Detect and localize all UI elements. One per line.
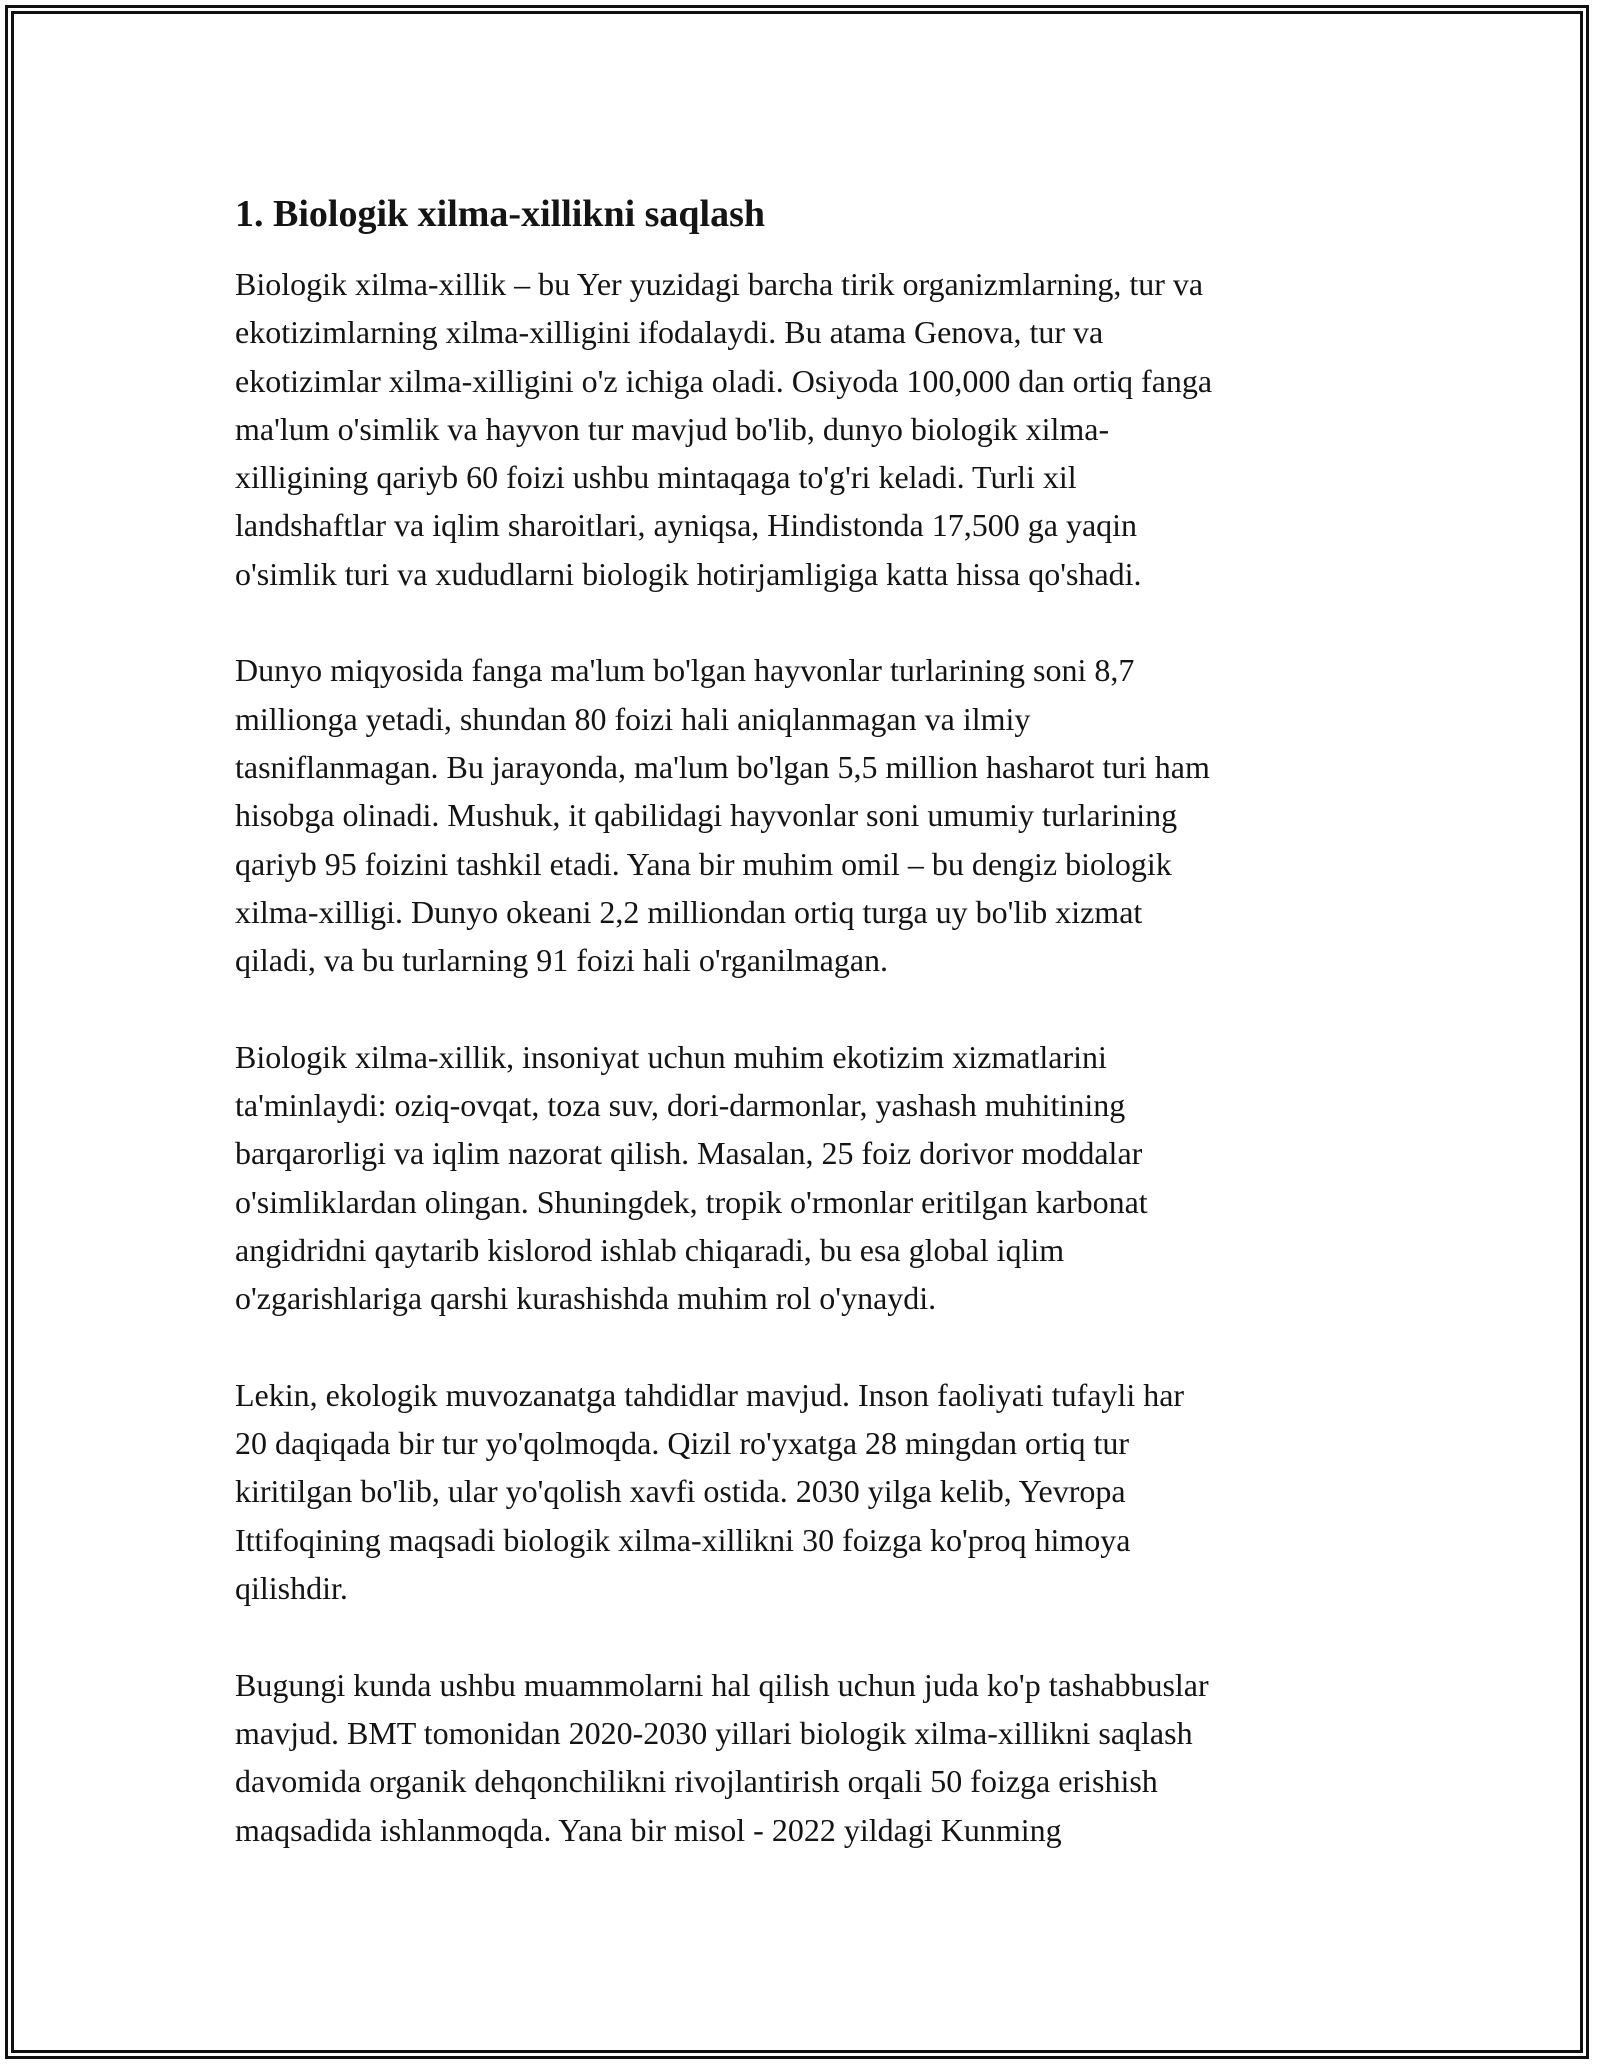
paragraph-line: millionga yetadi, shundan 80 foizi hali aniqlanmagan va ilmiy bbox=[235, 700, 1031, 737]
paragraph-line: o'simlik turi va xududlarni biologik hotirjamligiga katta hissa qo'shadi. bbox=[235, 555, 1142, 592]
paragraph bbox=[235, 1661, 1365, 1854]
paragraph-line: angidridni qaytarib kislorod ishlab chiqaradi, bu esa global iqlim bbox=[235, 1231, 1065, 1268]
paragraph-line: xilligining qariyb 60 foizi ushbu mintaqaga to'g'ri keladi. Turli xil bbox=[235, 459, 1077, 496]
paragraph-line: o'zgarishlariga qarshi kurashishda muhim rol o'ynaydi. bbox=[235, 1280, 937, 1317]
paragraph-line: ma'lum o'simlik va hayvon tur mavjud bo'lib, dunyo biologik xilma- bbox=[235, 410, 1110, 447]
paragraph-line: maqsadida ishlanmoqda. Yana bir misol - 2022 yildagi Kunming bbox=[235, 1811, 1062, 1848]
paragraph bbox=[235, 1033, 1365, 1323]
paragraph-line: 20 daqiqada bir tur yo'qolmoqda. Qizil ro'yxatga 28 mingdan ortiq tur bbox=[235, 1425, 1130, 1462]
paragraph-line: hisobga olinadi. Mushuk, it qabilidagi hayvonlar soni umumiy turlarining bbox=[235, 797, 1178, 834]
paragraph-line: ekotizimlar xilma-xilligini o'z ichiga oladi. Osiyoda 100,000 dan ortiq fanga bbox=[235, 362, 1213, 399]
paragraph-line: davomida organik dehqonchilikni rivojlantirish orqali 50 foizga erishish bbox=[235, 1763, 1158, 1800]
paragraph-line: qariyb 95 foizini tashkil etadi. Yana bir muhim omil – bu dengiz biologik bbox=[235, 845, 1172, 882]
paragraph-line: kiritilgan bo'lib, ular yo'qolish xavfi ostida. 2030 yilga kelib, Yevropa bbox=[235, 1473, 1126, 1510]
paragraph-line: Lekin, ekologik muvozanatga tahdidlar mavjud. Inson faoliyati tufayli har bbox=[235, 1376, 1185, 1413]
paragraph-line: ta'minlaydi: oziq-ovqat, toza suv, dori-darmonlar, yashash muhitining bbox=[235, 1087, 1126, 1124]
paragraph-line: mavjud. BMT tomonidan 2020-2030 yillari biologik xilma-xillikni saqlash bbox=[235, 1714, 1193, 1751]
paragraph-line: barqarorligi va iqlim nazorat qilish. Masalan, 25 foiz dorivor moddalar bbox=[235, 1135, 1143, 1172]
paragraph-line: Bugungi kunda ushbu muammolarni hal qilish uchun juda ko'p tashabbuslar bbox=[235, 1666, 1209, 1703]
paragraph bbox=[235, 260, 1365, 598]
paragraph bbox=[235, 646, 1365, 984]
section-heading: 1. Biologik xilma-xillikni saqlash bbox=[235, 193, 766, 235]
document-body bbox=[235, 260, 1365, 1854]
paragraph-line: Biologik xilma-xillik – bu Yer yuzidagi barcha tirik organizmlarning, tur va bbox=[235, 266, 1204, 302]
paragraph-line: qilishdir. bbox=[235, 1570, 348, 1607]
paragraph-line: xilma-xilligi. Dunyo okeani 2,2 milliondan ortiq turga uy bo'lib xizmat bbox=[235, 893, 1143, 930]
paragraph-line: qiladi, va bu turlarning 91 foizi hali o'rganilmagan. bbox=[235, 942, 889, 979]
paragraph-line: tasniflanmagan. Bu jarayonda, ma'lum bo'lgan 5,5 million hasharot turi ham bbox=[235, 748, 1210, 785]
paragraph-line: o'simliklardan olingan. Shuningdek, tropik o'rmonlar eritilgan karbonat bbox=[235, 1183, 1148, 1220]
paragraph-line: landshaftlar va iqlim sharoitlari, ayniqsa, Hindistonda 17,500 ga yaqin bbox=[235, 507, 1138, 544]
paragraph bbox=[235, 1371, 1365, 1612]
document-page bbox=[235, 188, 1365, 1854]
paragraph-line: ekotizimlarning xilma-xilligini ifodalaydi. Bu atama Genova, tur va bbox=[235, 314, 1104, 351]
paragraph-line: Ittifoqining maqsadi biologik xilma-xillikni 30 foizga ko'proq himoya bbox=[235, 1521, 1131, 1558]
paragraph-line: Dunyo miqyosida fanga ma'lum bo'lgan hayvonlar turlarining soni 8,7 bbox=[235, 652, 1135, 689]
paragraph-line: Biologik xilma-xillik, insoniyat uchun muhim ekotizim xizmatlarini bbox=[235, 1038, 1107, 1075]
